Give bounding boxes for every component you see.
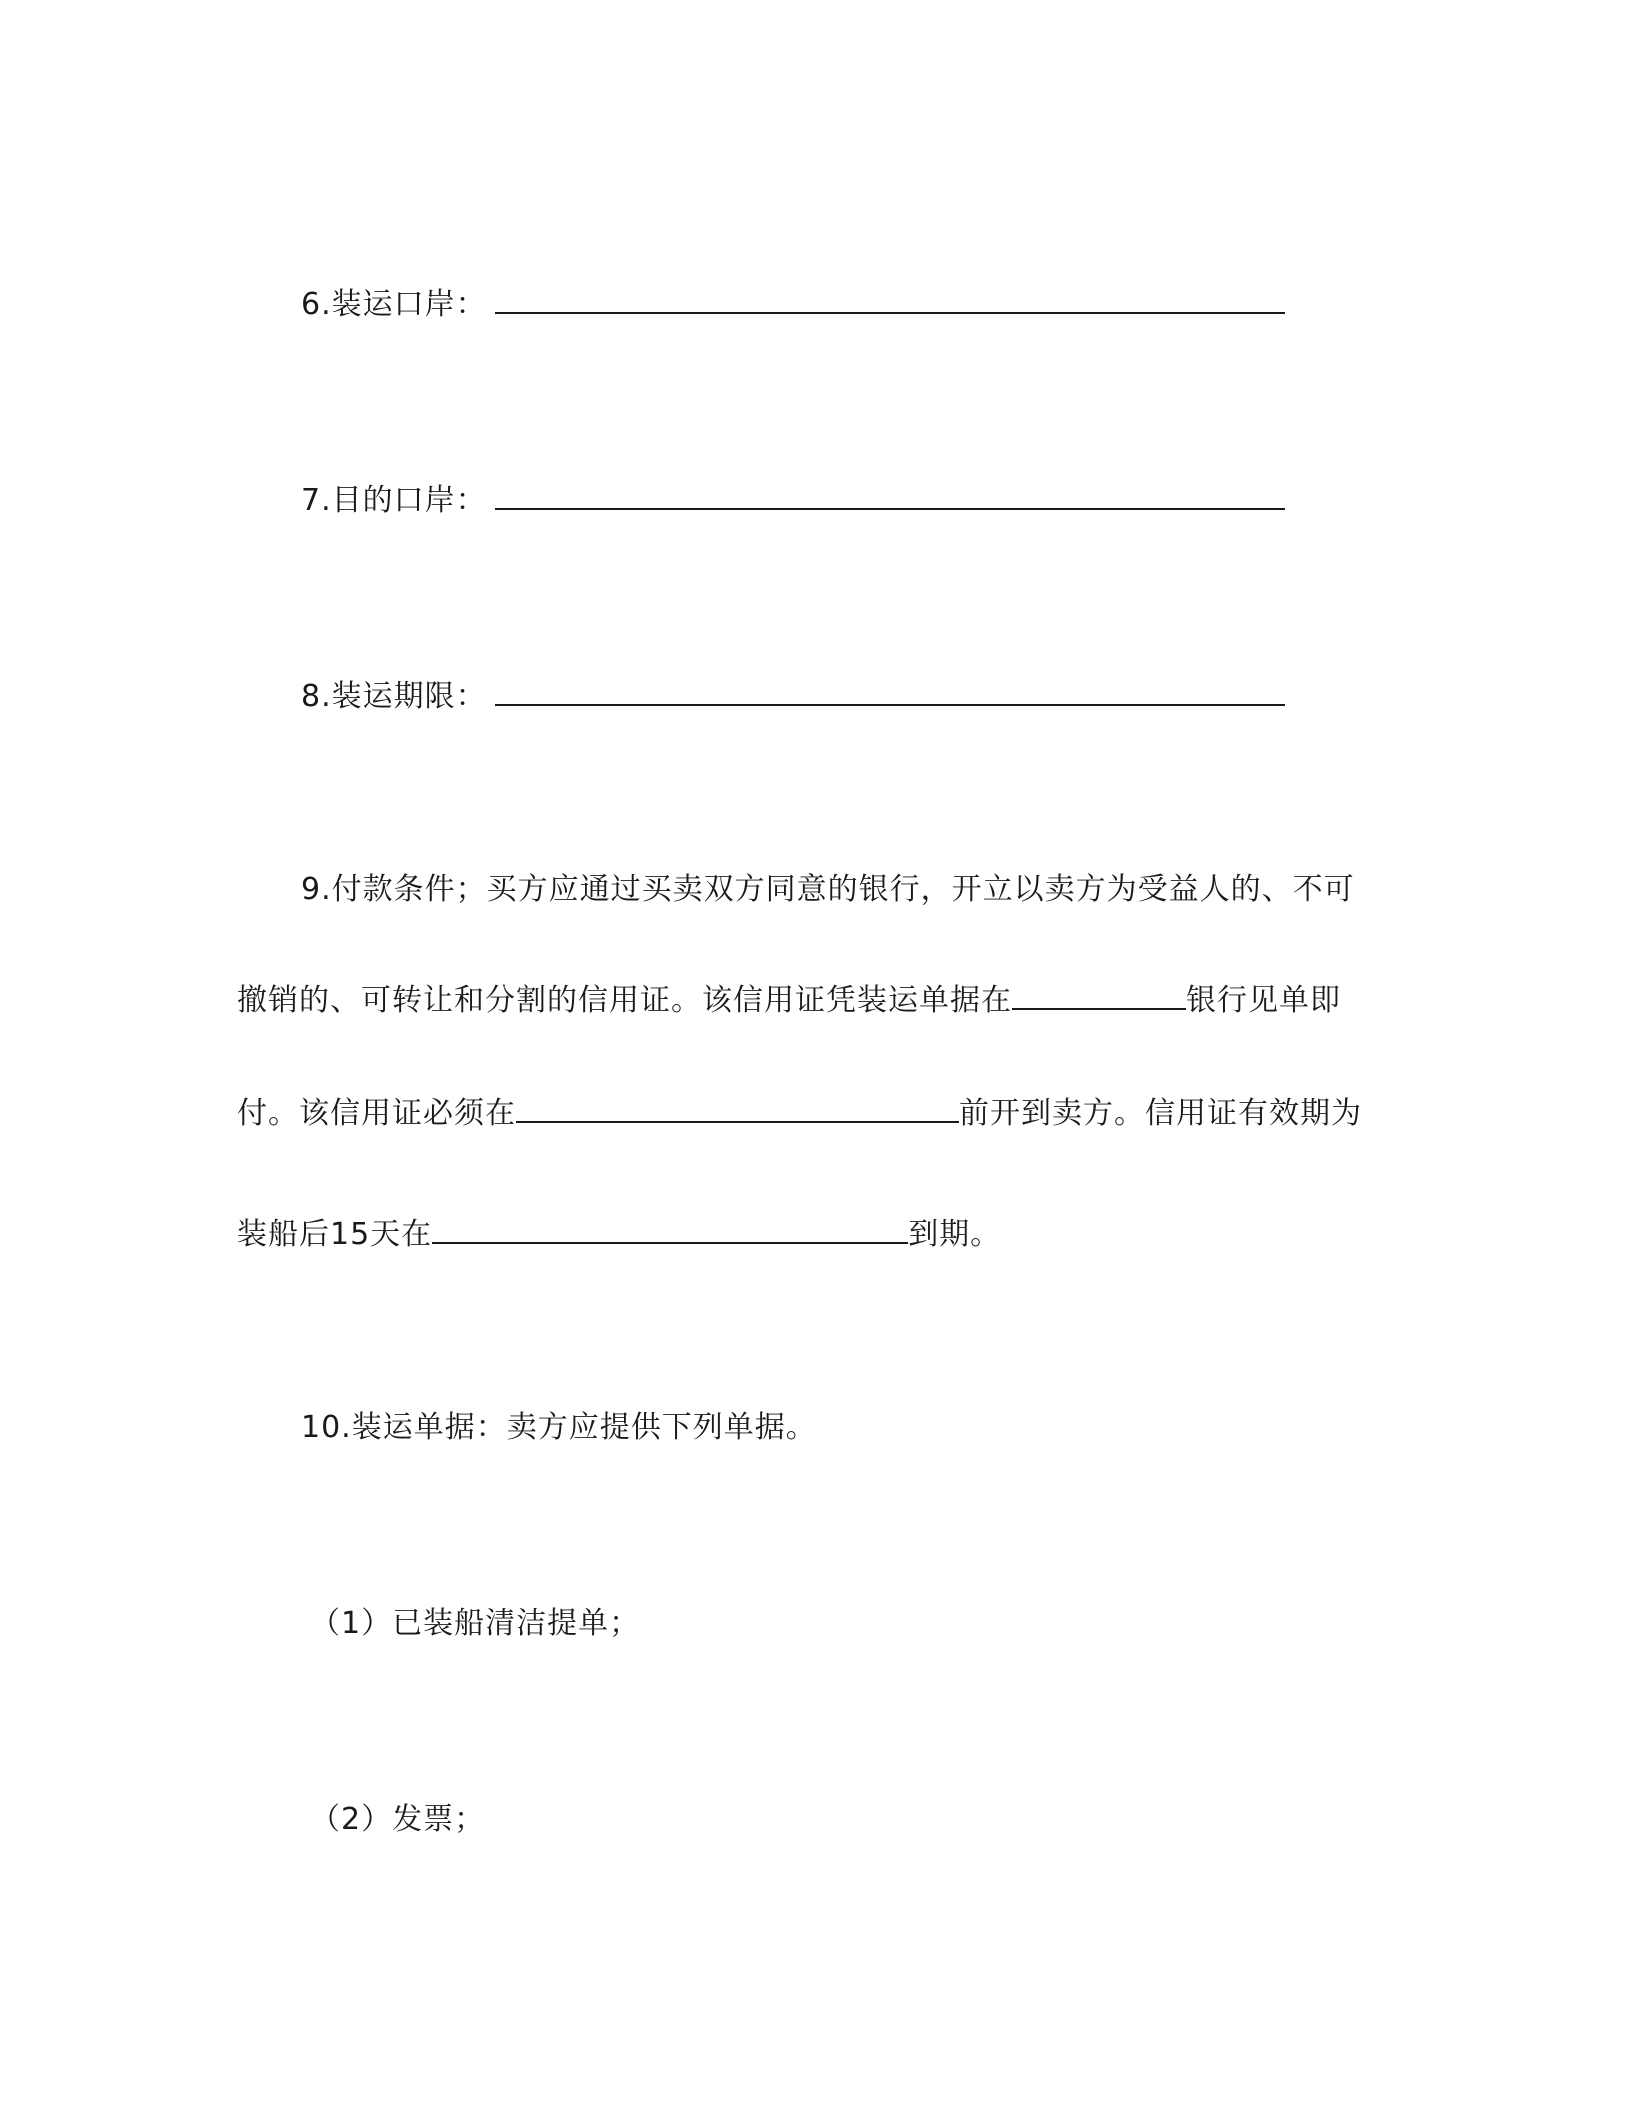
clause-9-place-blank[interactable] — [432, 1212, 908, 1244]
clause-9-date-blank[interactable] — [516, 1091, 959, 1123]
document-item-1: （1）已装船清洁提单； — [310, 1606, 641, 1641]
clause-9-line-2 — [237, 978, 1341, 1021]
clause-9-text-4b: 到期。 — [908, 1217, 1002, 1252]
clause-10-text: 10.装运单据：卖方应提供下列单据。 — [301, 1410, 817, 1445]
document-item-2: （2）发票； — [310, 1802, 486, 1837]
clause-9-text-2a: 撤销的、可转让和分割的信用证。该信用证凭装运单据在 — [237, 983, 1012, 1018]
clause-9-bank-blank[interactable] — [1012, 978, 1186, 1010]
clause-9-line-3 — [237, 1091, 1362, 1134]
clause-9-line-1 — [301, 870, 1355, 910]
clause-10-heading — [301, 1408, 817, 1448]
clause-9-text-1: 9.付款条件；买方应通过买卖双方同意的银行，开立以卖方为受益人的、不可 — [301, 872, 1355, 907]
clause-7 — [301, 478, 1285, 521]
clause-8 — [301, 674, 1285, 717]
clause-9-text-2b: 银行见单即 — [1186, 983, 1341, 1018]
clause-9-line-4 — [237, 1212, 1001, 1255]
clause-8-label: 8.装运期限： — [301, 679, 487, 714]
clause-6 — [301, 282, 1285, 325]
clause-6-label: 6.装运口岸： — [301, 287, 487, 322]
clause-9-text-3a: 付。该信用证必须在 — [237, 1096, 516, 1131]
clause-7-blank[interactable] — [495, 478, 1285, 510]
clause-6-blank[interactable] — [495, 282, 1285, 314]
clause-9-text-4a: 装船后15天在 — [237, 1217, 433, 1252]
clause-7-label: 7.目的口岸： — [301, 483, 487, 518]
clause-8-blank[interactable] — [495, 674, 1285, 706]
document-list-item — [310, 1800, 485, 1840]
clause-9-text-3b: 前开到卖方。信用证有效期为 — [959, 1096, 1362, 1131]
document-list-item — [310, 1604, 640, 1644]
